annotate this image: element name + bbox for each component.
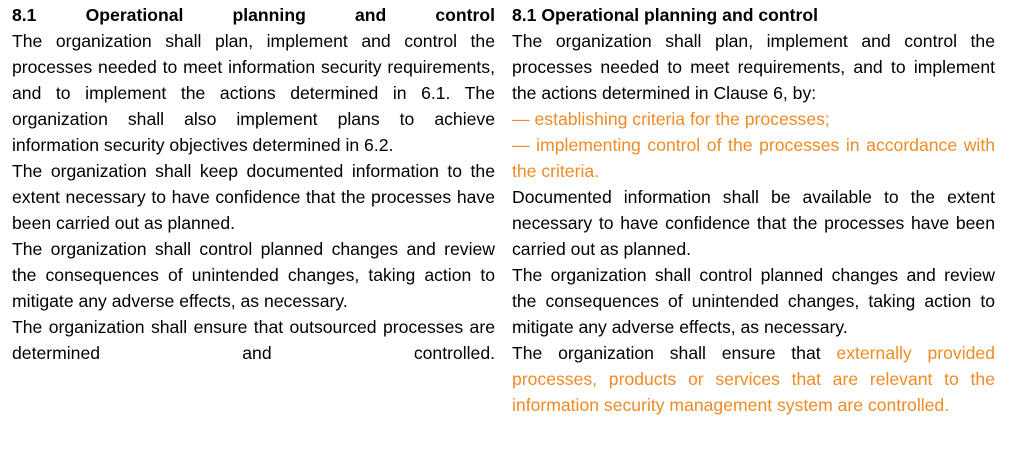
right-paragraph: The organization shall control planned changes and review the consequences of unintended changes, taking action to mitigate any adverse effects, as necessary. — [512, 265, 995, 337]
right-heading: 8.1 Operational planning and control — [512, 5, 818, 25]
left-heading-word: control — [435, 5, 495, 25]
left-heading-word: planning — [232, 5, 306, 25]
left-paragraph: The organization shall plan, implement and control the processes needed to meet information security requirements, and to implement the actions determined in 6.1. The organization shall also implement plans to achieve information security objectives determined in 6.2. — [12, 31, 495, 155]
right-bullet: — establishing criteria for the processes; — [512, 109, 830, 129]
right-column-annex-sl — [512, 2, 995, 418]
left-heading-word: Operational — [85, 5, 184, 25]
right-paragraph — [512, 340, 995, 418]
left-heading — [12, 2, 495, 28]
right-bullet: — implementing control of the processes in accordance with the criteria. — [512, 135, 995, 181]
left-heading-word: and — [354, 5, 387, 25]
right-paragraph: Documented information shall be available to the extent necessary to have confidence that the processes have been carried out as planned. — [512, 187, 995, 259]
left-paragraph: The organization shall keep documented information to the extent necessary to have confidence that the processes have been carried out as planned. — [12, 161, 495, 233]
left-heading-word: 8.1 — [12, 5, 37, 25]
right-paragraph-text: The organization shall ensure that — [512, 343, 837, 363]
left-column-iso27001 — [12, 2, 495, 366]
left-paragraph: The organization shall ensure that outsourced processes are determined and controlled. — [12, 317, 495, 363]
right-paragraph-highlight: externally provided processes, products or services that are relevant to the information security management system are controlled. — [512, 343, 995, 415]
left-paragraph: The organization shall control planned changes and review the consequences of unintended changes, taking action to mitigate any adverse effects, as necessary. — [12, 239, 495, 311]
right-paragraph: The organization shall plan, implement and control the processes needed to meet requirements, and to implement the actions determined in Clause 6, by: — [512, 31, 995, 103]
